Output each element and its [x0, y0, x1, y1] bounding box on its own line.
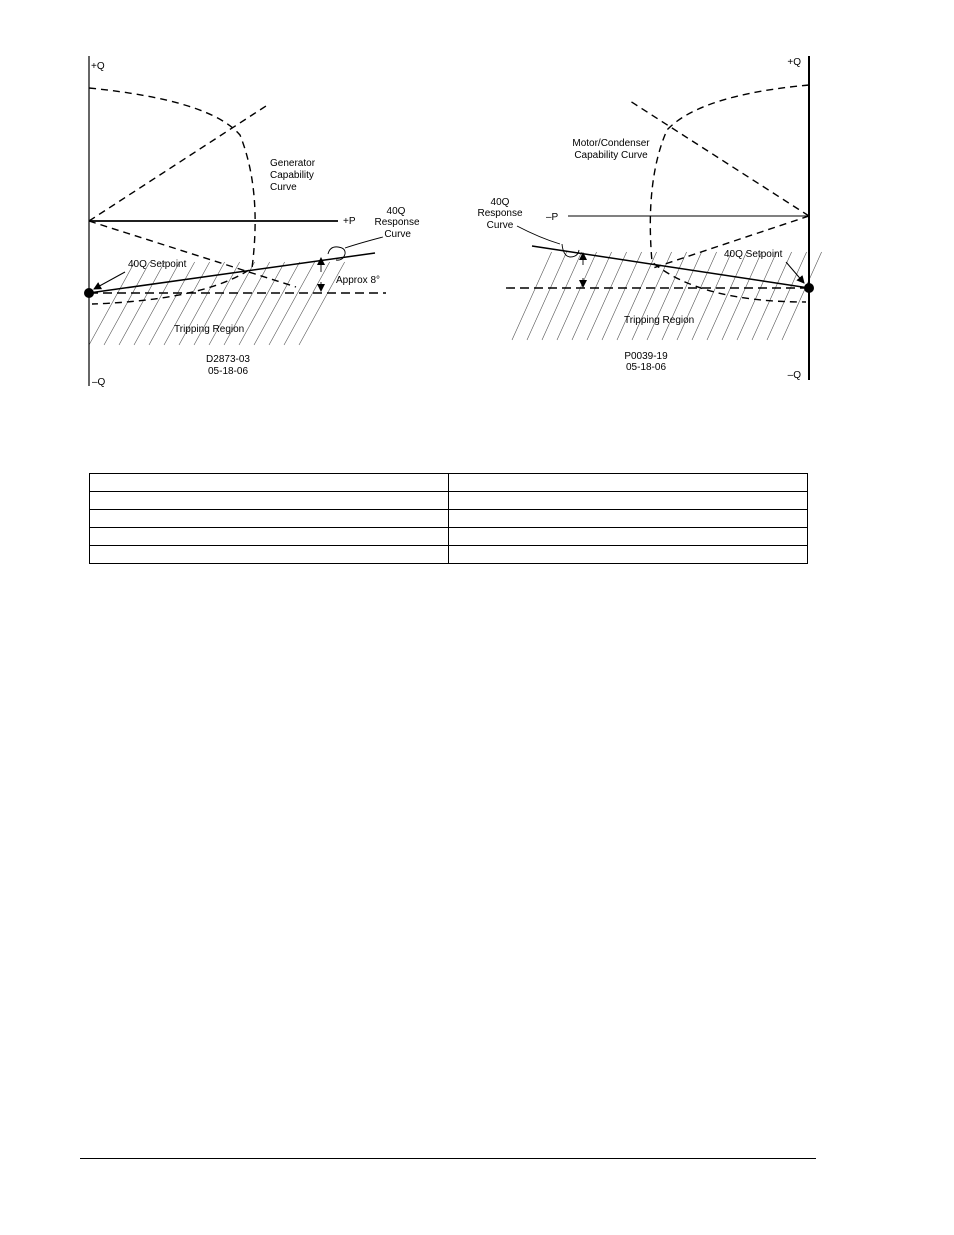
hatch-line	[542, 252, 582, 340]
hatch-line	[662, 252, 702, 340]
capability-label-line-2: Capability Curve	[574, 150, 648, 161]
table-row	[90, 492, 808, 510]
hatch-line	[782, 252, 822, 340]
hatch-line	[269, 262, 315, 345]
generator-capability-curve	[89, 88, 255, 304]
setpoint-label: 40Q Setpoint	[724, 249, 783, 260]
figure-id: D2873-03	[206, 354, 250, 365]
response-label-line-1: 40Q	[490, 197, 510, 208]
hatch-line	[527, 252, 567, 340]
table-cell	[90, 474, 449, 492]
figure-date: 05-18-06	[207, 366, 249, 377]
hatch-line	[587, 252, 627, 340]
angle-label: Approx 8°	[336, 275, 381, 286]
capability-label-line-1: Generator	[270, 158, 316, 169]
capability-lower-dashed-line	[89, 221, 296, 287]
capability-label-line-2: Capability	[270, 170, 314, 181]
hatch-line	[737, 252, 777, 340]
table-row	[90, 528, 808, 546]
figure-id: P0039-19	[624, 351, 668, 362]
hatch-line	[632, 252, 672, 340]
table-cell	[90, 492, 449, 510]
table-cell	[449, 546, 808, 564]
response-label-line-2: Response	[477, 208, 523, 219]
table-cell	[449, 474, 808, 492]
capability-lower-dashed-line	[653, 216, 809, 268]
neg-p-label: –P	[546, 212, 559, 223]
footer-rule	[80, 1158, 816, 1159]
hatch-line	[677, 252, 717, 340]
motor-capability-curve	[650, 85, 809, 302]
hatch-line	[752, 252, 792, 340]
tripping-region-label: Tripping Region	[624, 315, 695, 326]
response-curve-leader	[517, 226, 560, 244]
setpoint-arrow	[94, 272, 125, 289]
hatch-line	[119, 262, 165, 345]
hatch-line	[284, 262, 330, 345]
table-row	[90, 546, 808, 564]
tripping-region-label: Tripping Region	[174, 324, 245, 335]
pos-q-label: +Q	[91, 61, 105, 72]
hatch-line	[602, 252, 642, 340]
figure-date: 05-18-06	[625, 362, 667, 373]
table-cell	[449, 528, 808, 546]
response-label-line-2: Response	[374, 217, 420, 228]
hatch-line	[722, 252, 762, 340]
hatch-line	[767, 252, 807, 340]
hatch-line	[572, 252, 612, 340]
response-label-line-3: Curve	[384, 229, 411, 240]
hatch-line	[134, 262, 180, 345]
pos-q-label: +Q	[787, 57, 801, 68]
tripping-region-hatch	[512, 252, 822, 340]
table-row	[90, 474, 808, 492]
setpoint-dot	[804, 283, 814, 293]
hatch-line	[512, 252, 552, 340]
table-cell	[449, 492, 808, 510]
response-label-line-1: 40Q	[386, 206, 406, 217]
capability-upper-dashed-line	[89, 106, 266, 221]
response-label-line-3: Curve	[486, 220, 514, 231]
setpoint-arrow	[786, 262, 804, 283]
neg-q-label: –Q	[787, 370, 801, 381]
table-cell	[90, 546, 449, 564]
setpoint-label: 40Q Setpoint	[128, 259, 187, 270]
loss-of-field-diagrams	[0, 0, 954, 420]
table-row	[90, 510, 808, 528]
neg-q-label: –Q	[92, 377, 106, 388]
capability-label-line-3: Curve	[270, 182, 297, 193]
hatch-line	[104, 262, 150, 345]
motor-condenser-diagram	[477, 56, 821, 381]
response-curve-leader	[345, 237, 383, 248]
hatch-line	[239, 262, 285, 345]
table-cell	[449, 510, 808, 528]
generator-diagram	[84, 56, 420, 388]
hatch-line	[557, 252, 597, 340]
hatch-line	[617, 252, 657, 340]
table-cell	[90, 510, 449, 528]
hatch-line	[647, 252, 687, 340]
table-cell	[90, 528, 449, 546]
hatch-line	[692, 252, 732, 340]
hatch-line	[707, 252, 747, 340]
settings-table	[89, 473, 808, 564]
setpoint-dot	[84, 288, 94, 298]
capability-label-line-1: Motor/Condenser	[572, 138, 650, 149]
hatch-line	[254, 262, 300, 345]
pos-p-label: +P	[343, 216, 356, 227]
